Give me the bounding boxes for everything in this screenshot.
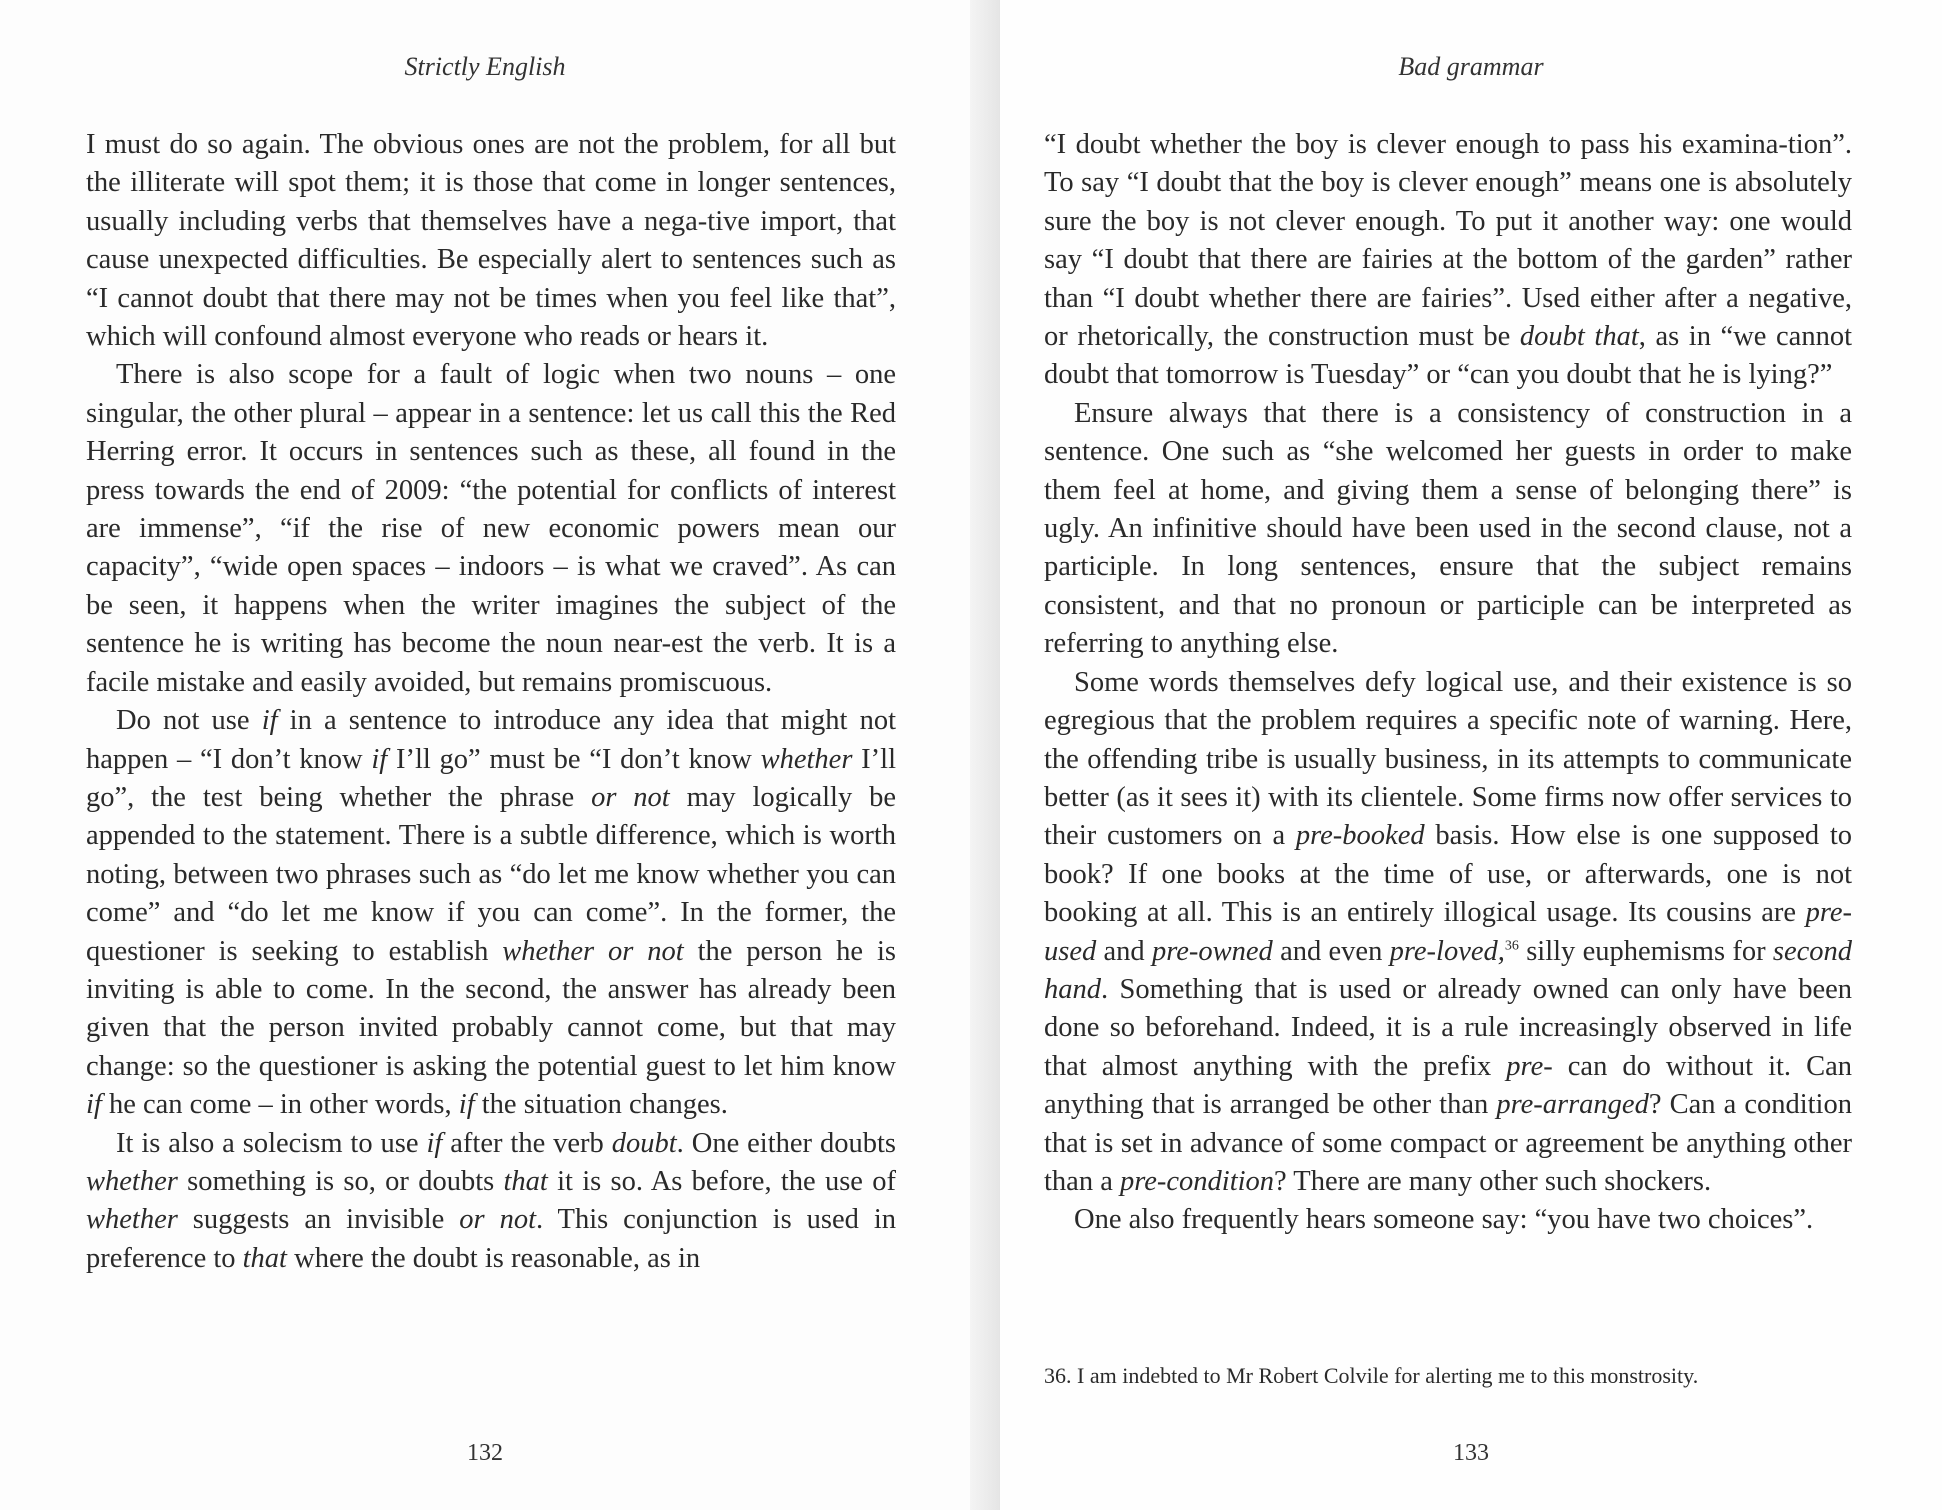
- running-head-right: Bad grammar: [1398, 52, 1544, 81]
- text-run: There is also scope for a fault of logic when two nouns – one singular, the other plural – appear in a sentence: let us call this the Red Herring error. It occurs in sentences such as these, all found in the press towards the end of 2009: “the potential for conflicts of interest are immense”, “if the rise of new economic powers mean our capacity”, “wide open spaces – indoors – is what we craved”. As can be seen, it happens when the writer imagines the subject of the sentence he is writing has become the noun near-est the verb. It is a facile mistake and easily avoided, but remains promiscuous.: [86, 359, 896, 698]
- text-run: . Something that is used or already owned can only have been done so beforehand. Indeed, it is a rule increasingly observed in life that almost anything with the prefix: [1044, 973, 1852, 1082]
- italic-text: pre-condition: [1119, 1165, 1275, 1197]
- italic-text: if: [371, 743, 388, 775]
- italic-text: if: [426, 1127, 443, 1159]
- paragraph: [1044, 1201, 1852, 1239]
- left-page: [0, 0, 970, 1510]
- page-number-left: 132: [467, 1440, 503, 1466]
- text-run: the situation changes.: [474, 1089, 728, 1121]
- italic-text: that: [503, 1165, 548, 1197]
- italic-text: ,: [1497, 935, 1505, 967]
- right-page-body: [1044, 126, 1852, 1240]
- text-run: “I doubt whether the boy is clever enough to pass his examina-tion”. To say “I doubt that the boy is clever enough” means one is absolutely sure the boy is not clever enough. To put it another way: one would say “I doubt that there are fairies at the bottom of the garden” rather than “I doubt whether there are fairies”. Used either after a negative, or rhetorically, the construction must be: [1044, 129, 1852, 353]
- italic-text: whether: [86, 1204, 178, 1236]
- text-run: ? Can a condition that is set in advance of some compact or agreement be anything other than a: [1044, 1089, 1852, 1197]
- text-run: in a sentence to introduce any idea that might not happen – “I don’t know: [86, 705, 896, 775]
- text-run: and: [1096, 935, 1152, 967]
- italic-text: pre-arranged: [1496, 1089, 1649, 1121]
- paragraph: [86, 126, 896, 356]
- italic-text: or not: [459, 1204, 536, 1236]
- text-run: silly euphemisms for: [1518, 935, 1773, 967]
- text-run: ? There are many other such shockers.: [1274, 1165, 1712, 1197]
- footnote: 36. I am indebted to Mr Robert Colvile for alerting me to this monstrosity.: [1044, 1363, 1699, 1388]
- text-run: . One either doubts: [676, 1127, 896, 1159]
- italic-text: whether: [760, 743, 853, 775]
- italic-text: whether or not: [502, 935, 684, 967]
- text-run: suggests an invisible: [177, 1204, 460, 1236]
- text-run: after the verb: [442, 1127, 612, 1159]
- italic-text: if: [261, 705, 278, 737]
- left-page-body: [86, 126, 896, 1278]
- paragraph: [86, 702, 896, 1124]
- text-run: can do without it. Can anything that is arranged be other than: [1044, 1050, 1852, 1121]
- italic-text: pre-: [1506, 1050, 1553, 1082]
- italic-text: pre-booked: [1295, 820, 1425, 852]
- text-run: where the doubt is reasonable, as in: [286, 1242, 701, 1274]
- italic-text: if: [458, 1089, 475, 1121]
- italic-text: that: [242, 1242, 287, 1274]
- text-run: the person he is inviting is able to come. In the second, the answer has already been given that the person invited probably cannot come, but that may change: so the questioner is asking the potential guest to let him know: [86, 935, 897, 1082]
- text-run: Some words themselves defy logical use, and their existence is so egregious that the problem requires a specific note of warning. Here, the offending tribe is usually business, in its attempts to communicate better (as it sees it) with its clientele. Some firms now offer services to their customers on a: [1044, 666, 1852, 852]
- page-number-right: 133: [1453, 1440, 1489, 1466]
- paragraph: [1044, 664, 1852, 1202]
- paragraph: [86, 1125, 896, 1279]
- running-head-left: Strictly English: [404, 52, 566, 81]
- text-run: it is so. As before, the use of: [547, 1165, 896, 1197]
- italic-text: if: [86, 1089, 102, 1121]
- text-run: I’ll go” must be “I don’t know: [387, 743, 761, 775]
- text-run: something is so, or doubts: [177, 1165, 504, 1197]
- text-run: and even: [1272, 935, 1390, 967]
- italic-text: whether: [86, 1165, 178, 1197]
- right-page: [1000, 0, 1942, 1510]
- text-run: . This conjunction is used in preference to: [86, 1204, 896, 1274]
- text-run: Do not use: [116, 705, 262, 737]
- text-run: It is also a solecism to use: [116, 1127, 427, 1159]
- italic-text: pre-owned: [1151, 935, 1273, 967]
- italic-text: second hand: [1044, 935, 1852, 1005]
- text-run: he can come – in other words,: [101, 1089, 459, 1121]
- text-run: I’ll go”, the test being whether the phrase: [86, 743, 896, 813]
- text-run: basis. How else is one supposed to book? If one books at the time of use, or afterwards, one is not booking at all. This is an entirely illogical usage. Its cousins are: [1044, 820, 1852, 929]
- italic-text: doubt that: [1519, 321, 1639, 353]
- italic-text: or not: [591, 781, 670, 813]
- italic-text: pre-used: [1044, 897, 1852, 967]
- paragraph: [86, 356, 896, 702]
- text-run: may logically be appended to the statement. There is a subtle difference, which is worth noting, between two phrases such as “do let me know whether you can come” and “do let me know if you can come”. In the former, the questioner is seeking to establish: [86, 781, 896, 967]
- footnote-reference: 36: [1504, 938, 1519, 954]
- italic-text: pre-loved: [1389, 935, 1498, 967]
- text-run: I must do so again. The obvious ones are not the problem, for all but the illiterate will spot them; it is those that come in longer sentences, usually including verbs that themselves have a nega-tive import, that cause unexpected difficulties. Be especially alert to sentences such as “I cannot doubt that there may not be times when you feel like that”, which will confound almost everyone who reads or hears it.: [86, 129, 896, 353]
- text-run: Ensure always that there is a consistency of construction in a sentence. One such as “she welcomed her guests in order to make them feel at home, and giving them a sense of belonging there” is ugly. An infinitive should have been used in the second clause, not a participle. In long sentences, ensure that the subject remains consistent, and that no pronoun or participle can be interpreted as referring to anything else.: [1044, 397, 1852, 660]
- text-run: , as in “we cannot doubt that tomorrow is Tuesday” or “can you doubt that he is lying?”: [1044, 321, 1852, 391]
- paragraph: [1044, 126, 1852, 395]
- paragraph: [1044, 395, 1852, 664]
- italic-text: doubt: [611, 1127, 677, 1159]
- text-run: One also frequently hears someone say: “you have two choices”.: [1074, 1204, 1814, 1236]
